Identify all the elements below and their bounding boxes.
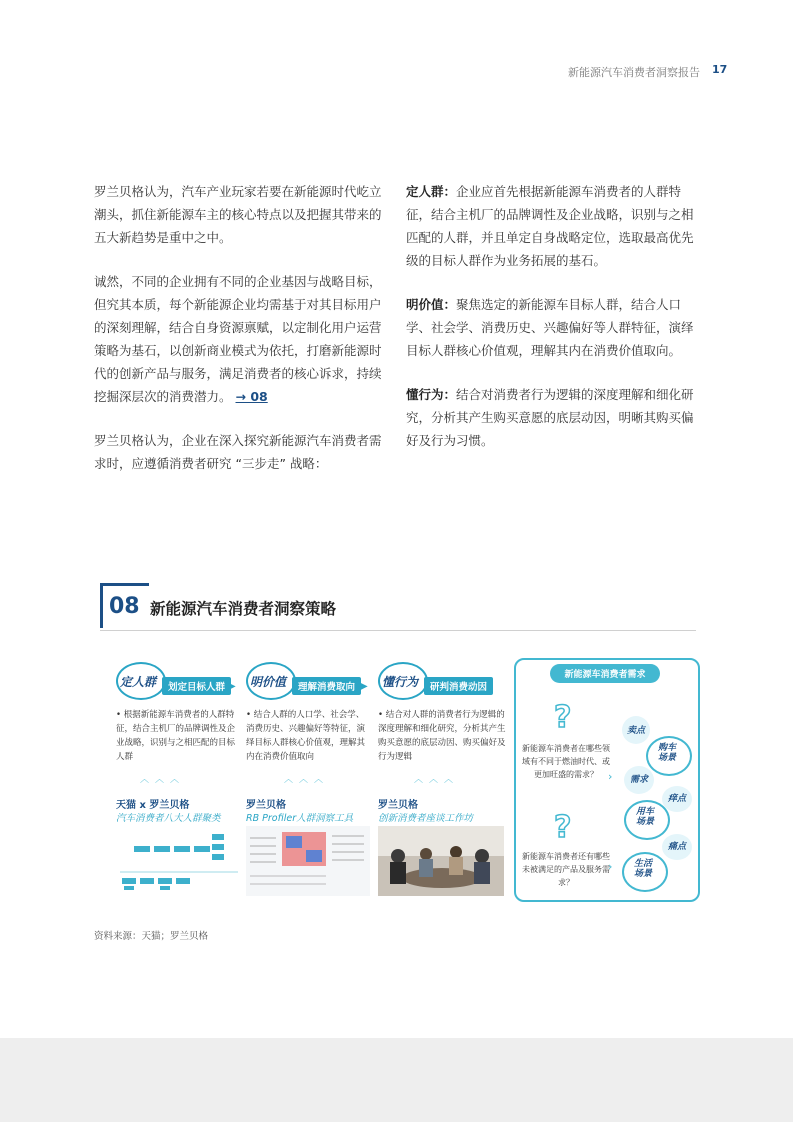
figure-number: 08: [109, 594, 140, 619]
step-2-tool: RB Profiler人群洞察工具: [246, 813, 354, 824]
figure-number-box: [100, 583, 149, 628]
step-1-bullet-text: 根据新能源车消费者的人群特征，结合主机厂的品牌调性及企业战略，识别与之相匹配的目标人群: [116, 710, 236, 762]
tag-purchase-scene: 购车场景: [657, 743, 676, 763]
question-2: 新能源车消费者还有哪些未被满足的产品及服务需求？: [522, 852, 610, 887]
step-1-paragraph: [406, 180, 699, 272]
figure-divider: [100, 630, 696, 631]
step-2-term: 明价值：: [406, 297, 457, 312]
step-2-badge: 明价值: [250, 675, 287, 689]
step-2-text: 聚焦选定的新能源车目标人群，结合人口学、社会学、消费历史、兴趣偏好等人群特征，演绎目标人群核心价值观，理解其内在消费价值取向。: [406, 297, 694, 358]
step-3-source: 罗兰贝格: [378, 800, 418, 811]
cluster-diagram: [116, 830, 242, 894]
step-1-bullet: • 根据新能源车消费者的人群特征，结合主机厂的品牌调性及企业战略，识别与之相匹配的目标人群: [116, 710, 236, 762]
needs-panel-header: [514, 662, 696, 683]
tag-pain-point: 痛点: [667, 842, 686, 852]
left-column: [94, 180, 390, 496]
question-1: 新能源车消费者在哪些领域有不同于燃油时代、或更加旺盛的需求？: [522, 744, 610, 779]
step-3-badge: 懂行为: [382, 675, 419, 689]
step-3-bullet: • 结合对人群的消费者行为逻辑的深度理解和细化研究，分析其产生购买意愿的底层动因、购买偏好及行为逻辑: [378, 710, 506, 762]
paragraph-3: 罗兰贝格认为，企业在深入探究新能源汽车消费者需求时，应遵循消费者研究 “三步走” 战略：: [94, 433, 382, 471]
tag-selling-point: 卖点: [626, 726, 645, 736]
chevron-up-icon: ︿︿︿: [284, 775, 330, 785]
needs-panel-title: 新能源车消费者需求: [550, 664, 659, 683]
workshop-photo: [378, 826, 504, 896]
step-3-label: 研判消费动因: [424, 677, 493, 695]
question-icon: ?: [554, 810, 572, 845]
question-icon: ?: [554, 700, 572, 735]
step-2-bullet: • 结合人群的人口学、社会学、消费历史、兴趣偏好等特征，演绎目标人群核心价值观，理解其内在消费价值取向: [246, 710, 366, 762]
step-2-source: 罗兰贝格: [246, 800, 286, 811]
profiler-tool-image: [246, 826, 370, 896]
page-number: 17: [712, 63, 728, 76]
figure-link[interactable]: → 08: [235, 389, 268, 404]
chevron-up-icon: ︿︿︿: [140, 775, 186, 785]
step-1-tool: 汽车消费者八大人群聚类: [116, 813, 221, 824]
step-1-badge: 定人群: [120, 675, 157, 689]
step-1-text: 企业应首先根据新能源车消费者的人群特征，结合主机厂的品牌调性及企业战略，识别与之相匹配的人群，并且单定自身战略定位，选取最高优先级的目标人群作为业务拓展的基石。: [406, 184, 694, 268]
tag-usage-scene: 用车场景: [635, 807, 654, 827]
footer-band: [0, 1038, 793, 1122]
step-3-paragraph: [406, 383, 699, 452]
step-2-paragraph: [406, 293, 699, 362]
paragraph-2-text: 诚然，不同的企业拥有不同的企业基因与战略目标，但究其本质，每个新能源企业均需基于对其目标用户的深刻理解，结合自身资源禀赋，以定制化用户运营策略为基石，以创新商业模式为依托，打磨新能源时代的创新产品与服务，满足消费者的核心诉求，持续挖掘深层次的消费潜力。: [94, 274, 382, 404]
chevron-right-icon: ›: [608, 860, 613, 873]
step-3-term: 懂行为：: [406, 387, 457, 402]
tag-demand: 需求: [629, 775, 648, 785]
step-3-bullet-text: 结合对人群的消费者行为逻辑的深度理解和细化研究，分析其产生购买意愿的底层动因、购买偏好及行为逻辑: [378, 710, 506, 762]
chevron-up-icon: ︿︿︿: [414, 775, 460, 785]
step-3-tool: 创新消费者座谈工作坊: [378, 813, 474, 824]
chevron-right-icon: ›: [608, 770, 613, 783]
step-1-label: 划定目标人群: [162, 677, 231, 695]
tag-life-scene: 生活场景: [633, 859, 652, 879]
arrow-icon: ▶: [228, 681, 236, 692]
paragraph-1: 罗兰贝格认为，汽车产业玩家若要在新能源时代屹立潮头，抓住新能源车主的核心特点以及把握其带来的五大新趋势是重中之中。: [94, 184, 382, 245]
report-title: 新能源汽车消费者洞察报告: [568, 66, 700, 79]
step-2-label: 理解消费取向: [292, 677, 361, 695]
figure-title: 新能源汽车消费者洞察策略: [150, 600, 337, 618]
paragraph-2: [94, 270, 390, 408]
step-2-bullet-text: 结合人群的人口学、社会学、消费历史、兴趣偏好等特征，演绎目标人群核心价值观，理解其内在消费价值取向: [246, 710, 366, 762]
source-note: 资料来源：天猫；罗兰贝格: [94, 931, 209, 942]
tag-itch-point: 痒点: [667, 794, 686, 804]
right-column: [406, 180, 699, 473]
step-3-text: 结合对消费者行为逻辑的深度理解和细化研究，分析其产生购买意愿的底层动因，明晰其购买偏好及行为习惯。: [406, 387, 694, 448]
arrow-icon: ▶: [360, 681, 368, 692]
step-1-source: 天猫 x 罗兰贝格: [116, 800, 190, 811]
step-1-term: 定人群：: [406, 184, 457, 199]
